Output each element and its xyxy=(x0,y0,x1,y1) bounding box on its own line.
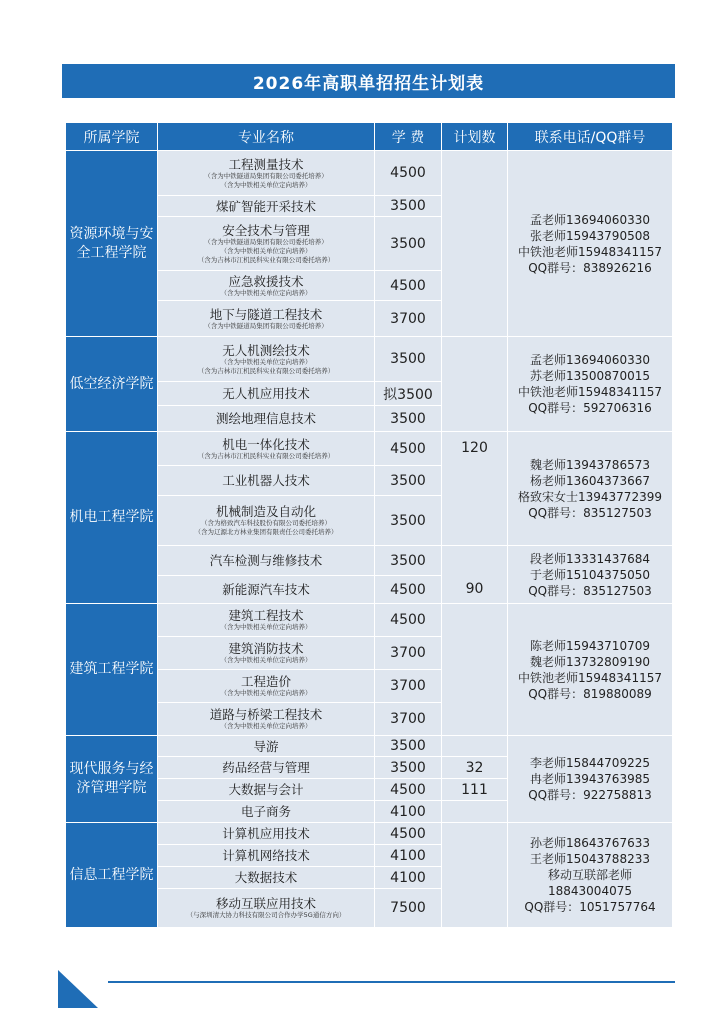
contact-line: 魏老师13943786573 xyxy=(530,457,650,472)
major-name: 建筑消防技术 xyxy=(228,641,304,656)
enrollment-plan-table xyxy=(65,122,673,928)
contact-cell xyxy=(508,736,673,823)
major-name: 大数据技术 xyxy=(234,870,298,885)
contact-line: QQ群号：838926216 xyxy=(528,260,652,275)
major-name: 药品经营与管理 xyxy=(222,760,310,775)
major-cell xyxy=(158,337,375,382)
college-name: 现代服务与经济管理学院 xyxy=(66,736,158,823)
major-note: （含为中铁相关单位定向培养） xyxy=(220,180,312,189)
contact-line: 移动互联部老师 xyxy=(547,868,632,882)
major-cell xyxy=(158,546,375,576)
major-note: （含为中铁相关单位定向培养） xyxy=(220,722,312,730)
contact-line: 18843004075 xyxy=(548,884,632,898)
fee-cell: 4500 xyxy=(375,432,442,466)
contact-line: 张老师15943790508 xyxy=(530,228,650,243)
major-note: （含为中铁隧道局集团有限公司委托培养） xyxy=(204,237,328,246)
contact-line: 陈老师15943710709 xyxy=(530,638,650,653)
contact-line: 冉老师13943763985 xyxy=(530,772,650,786)
fee-cell: 4500 xyxy=(375,576,442,604)
contact-line: 格致宋女士13943772399 xyxy=(518,489,662,504)
major-cell xyxy=(158,736,375,757)
major-name: 无人机应用技术 xyxy=(222,386,310,401)
header-college: 所属学院 xyxy=(66,123,158,151)
contact-line: 孟老师13694060330 xyxy=(530,353,650,367)
table-row xyxy=(66,604,673,637)
fee-cell: 3700 xyxy=(375,637,442,670)
fee-cell: 7500 xyxy=(375,889,442,928)
major-cell xyxy=(158,301,375,337)
contact-line: QQ群号：835127503 xyxy=(528,505,652,520)
footer-triangle-decoration xyxy=(58,970,98,1008)
contact-cell xyxy=(508,604,673,736)
major-cell xyxy=(158,496,375,546)
contact-line: 苏老师13500870015 xyxy=(530,369,650,383)
contact-line: 中铁池老师15948341157 xyxy=(518,244,662,259)
header-major: 专业名称 xyxy=(158,123,375,151)
contact-cell xyxy=(508,823,673,928)
contact-line: 魏老师13732809190 xyxy=(530,654,650,669)
major-note: （含为吉林市江机民科实业有限公司委托培养） xyxy=(197,451,335,460)
major-name: 安全技术与管理 xyxy=(222,222,310,238)
contact-cell xyxy=(508,337,673,432)
table-row xyxy=(66,432,673,466)
major-note: （与深圳清大协力科技有限公司合作办学5G通信方向） xyxy=(186,911,346,919)
contact-line: 中铁池老师15948341157 xyxy=(518,385,662,399)
major-name: 计算机应用技术 xyxy=(222,826,310,841)
contact-line: QQ群号：922758813 xyxy=(528,788,652,802)
major-note: （含为中铁相关单位定向培养） xyxy=(220,689,312,697)
fee-cell: 3500 xyxy=(375,546,442,576)
fee-cell: 4500 xyxy=(375,779,442,801)
table-header-row xyxy=(66,123,673,151)
fee-cell: 3700 xyxy=(375,703,442,736)
plan-cell xyxy=(442,736,508,757)
contact-line: QQ群号：819880089 xyxy=(528,686,652,701)
fee-cell: 3500 xyxy=(375,496,442,546)
major-cell xyxy=(158,637,375,670)
plan-cell: 32 xyxy=(442,757,508,779)
major-name: 测绘地理信息技术 xyxy=(215,411,316,426)
contact-line: 孙老师18643767633 xyxy=(530,836,650,850)
college-name: 低空经济学院 xyxy=(66,337,158,432)
contact-cell xyxy=(508,432,673,546)
major-name: 工程测量技术 xyxy=(228,156,304,172)
header-fee: 学 费 xyxy=(375,123,442,151)
major-name: 应急救援技术 xyxy=(228,273,304,289)
major-name: 无人机测绘技术 xyxy=(222,342,310,358)
major-name: 汽车检测与维修技术 xyxy=(209,553,323,568)
contact-line: 中铁池老师15948341157 xyxy=(518,670,662,685)
major-note: （含为中铁相关单位定向培养） xyxy=(220,357,312,366)
major-note: （含为格致汽车科技股份有限公司委托培养） xyxy=(201,519,331,527)
major-cell xyxy=(158,801,375,823)
table-row xyxy=(66,736,673,757)
major-name: 机械制造及自动化 xyxy=(215,504,316,519)
major-note: （含为中铁相关单位定向培养） xyxy=(220,656,312,664)
fee-cell: 3500 xyxy=(375,736,442,757)
major-name: 电子商务 xyxy=(240,804,291,819)
contact-line: 段老师13331437684 xyxy=(530,551,650,566)
major-name: 煤矿智能开采技术 xyxy=(215,198,316,214)
major-name: 导游 xyxy=(253,738,279,754)
plan-cell xyxy=(442,823,508,928)
fee-cell: 4100 xyxy=(375,801,442,823)
major-cell xyxy=(158,576,375,604)
header-plan: 计划数 xyxy=(442,123,508,151)
contact-line: QQ群号：592706316 xyxy=(528,401,652,415)
footer-divider-line xyxy=(108,981,675,983)
major-cell xyxy=(158,823,375,845)
fee-cell: 4100 xyxy=(375,845,442,867)
major-name: 移动互联应用技术 xyxy=(215,896,316,911)
major-cell xyxy=(158,432,375,466)
fee-cell: 4500 xyxy=(375,604,442,637)
contact-cell xyxy=(508,546,673,604)
fee-cell: 3500 xyxy=(375,196,442,217)
contact-line: 孟老师13694060330 xyxy=(530,212,650,227)
major-cell xyxy=(158,382,375,406)
major-name: 建筑工程技术 xyxy=(228,608,304,623)
major-cell xyxy=(158,196,375,217)
fee-cell: 3700 xyxy=(375,670,442,703)
major-cell xyxy=(158,757,375,779)
major-cell xyxy=(158,151,375,196)
fee-cell: 3700 xyxy=(375,301,442,337)
fee-cell: 4100 xyxy=(375,867,442,889)
plan-cell: 120 xyxy=(442,432,508,546)
contact-line: QQ群号：1051757764 xyxy=(524,900,656,914)
major-cell xyxy=(158,703,375,736)
major-cell xyxy=(158,217,375,271)
plan-cell xyxy=(442,801,508,823)
major-note: （含为中铁隧道局集团有限公司委托培养） xyxy=(204,321,328,330)
major-note: （含为中铁相关单位定向培养） xyxy=(220,623,312,631)
major-note: （含为辽源北方林业集团有限责任公司委托培养） xyxy=(194,528,338,536)
fee-cell: 4500 xyxy=(375,271,442,301)
college-name: 机电工程学院 xyxy=(66,432,158,604)
header-contact: 联系电话/QQ群号 xyxy=(508,123,673,151)
major-name: 计算机网络技术 xyxy=(222,848,310,863)
major-cell xyxy=(158,271,375,301)
college-name: 建筑工程学院 xyxy=(66,604,158,736)
fee-cell: 3500 xyxy=(375,757,442,779)
major-note: （含为中铁相关单位定向培养） xyxy=(220,246,312,255)
page-title: 2026年高职单招招生计划表 xyxy=(62,64,675,98)
fee-cell: 拟3500 xyxy=(375,382,442,406)
major-cell xyxy=(158,466,375,496)
major-cell xyxy=(158,845,375,867)
major-name: 地下与隧道工程技术 xyxy=(209,306,323,322)
table-row xyxy=(66,151,673,196)
plan-cell xyxy=(442,337,508,432)
major-name: 大数据与会计 xyxy=(228,782,304,797)
table-row xyxy=(66,546,673,576)
major-name: 新能源汽车技术 xyxy=(222,582,310,597)
major-note: （含为吉林市江机民科实业有限公司委托培养） xyxy=(197,255,335,264)
major-name: 道路与桥梁工程技术 xyxy=(209,707,323,722)
fee-cell: 3500 xyxy=(375,337,442,382)
major-cell xyxy=(158,867,375,889)
plan-cell xyxy=(442,604,508,736)
table-row xyxy=(66,823,673,845)
contact-line: 杨老师13604373667 xyxy=(530,473,650,488)
major-cell xyxy=(158,889,375,928)
fee-cell: 3500 xyxy=(375,406,442,432)
fee-cell: 3500 xyxy=(375,466,442,496)
contact-line: 于老师15104375050 xyxy=(530,567,650,582)
fee-cell: 4500 xyxy=(375,823,442,845)
major-note: （含为吉林市江机民科实业有限公司委托培养） xyxy=(197,366,335,375)
contact-line: 李老师15844709225 xyxy=(530,756,650,770)
major-note: （含为中铁相关单位定向培养） xyxy=(220,288,312,297)
contact-cell xyxy=(508,151,673,337)
plan-cell: 111 xyxy=(442,779,508,801)
plan-cell xyxy=(442,151,508,337)
major-name: 工程造价 xyxy=(240,674,291,689)
college-name: 资源环境与安全工程学院 xyxy=(66,151,158,337)
fee-cell: 4500 xyxy=(375,151,442,196)
major-cell xyxy=(158,604,375,637)
contact-line: 王老师15043788233 xyxy=(530,852,650,866)
contact-line: QQ群号：835127503 xyxy=(528,583,652,598)
plan-cell: 90 xyxy=(442,546,508,604)
major-name: 机电一体化技术 xyxy=(222,436,310,452)
college-name: 信息工程学院 xyxy=(66,823,158,928)
major-cell xyxy=(158,406,375,432)
major-cell xyxy=(158,779,375,801)
fee-cell: 3500 xyxy=(375,217,442,271)
table-row xyxy=(66,337,673,382)
major-note: （含为中铁隧道局集团有限公司委托培养） xyxy=(204,171,328,180)
major-name: 工业机器人技术 xyxy=(222,473,310,488)
major-cell xyxy=(158,670,375,703)
